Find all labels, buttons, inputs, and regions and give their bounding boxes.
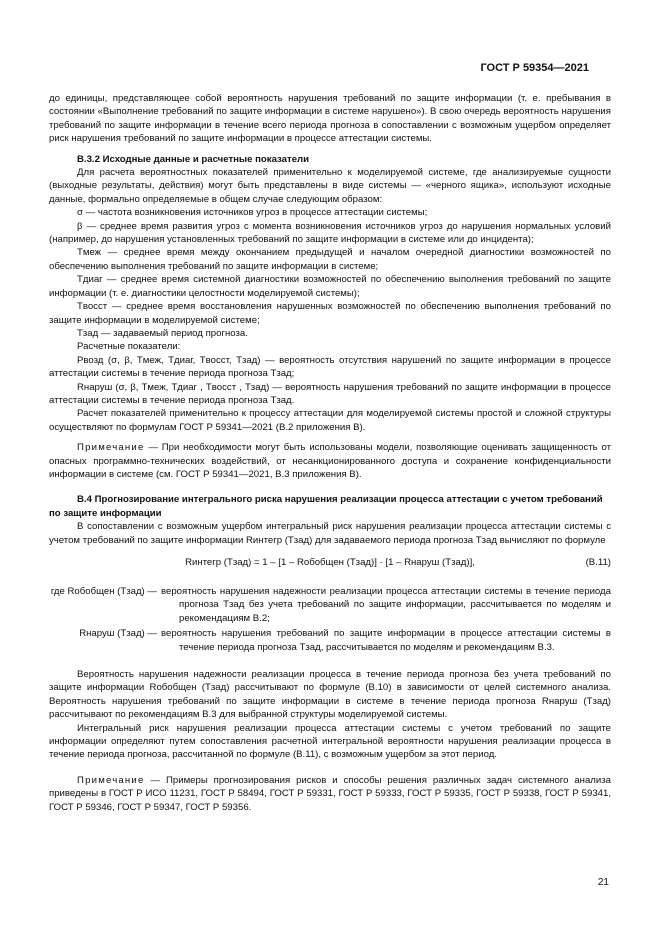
- note-label: Примечание: [77, 774, 145, 786]
- page-number: 21: [597, 877, 609, 888]
- input-item-sigma: σ — частота возникновения источников угроз в процессе аттестации системы;: [77, 207, 428, 219]
- input-item-tmezh: Tмеж — среднее время между окончанием предыдущей и началом очередной диагностики возможностей по обеспечению выполнения требований по защите информации в системе;: [49, 247, 611, 272]
- indicator-pvozd: Pвозд (σ, β, Tмеж, Tдиаг, Tвосст, Tзад) — вероятность отсутствия нарушений по защите информации в процессе аттестации системы в течение периода прогноза Tзад;: [49, 354, 611, 380]
- b4-paragraph-3: Интегральный риск нарушения реализации процесса аттестации системы с учетом требований по защите информации определяют путем сопоставления расчетной интегральной вероятности нарушения реализации процесса в течение периода прогноза, рассчитанной по формуле (В.11), с возможным ущербом за этот период.: [49, 722, 611, 761]
- note-b32: [49, 441, 611, 481]
- where-definitions: [49, 585, 611, 654]
- note-b4: [49, 774, 611, 814]
- definition-desc: вероятность нарушения надежности реализации процесса аттестации системы в течение периода прогноза Tзад без учета требований по защите информации, рассчитывается по моделям и рекомендациям В.2;: [161, 586, 611, 624]
- intro-paragraph: до единицы, представляющее собой вероятность нарушения требований по защите информации (т. е. пребывания в состоянии «Выполнение требований по защите информации в системе нарушено»). В свою очередь вероятность нарушения требований по защите информации в течение всего периода прогноза в сопоставлении с возможным ущербом определяет риск нарушения требований по защите информации в процессе аттестации системы.: [49, 93, 611, 145]
- indicators-label: Расчетные показатели:: [77, 341, 181, 353]
- b32-paragraph-1: Для расчета вероятностных показателей применительно к моделируемой системе, где анализируемые сущности (выходные результаты, действия) могут быть представлены в виде системы — «черного ящика», используют исходные данные, формально определяемые в общем случае следующим образом:: [49, 167, 611, 205]
- note-label: Примечание: [77, 442, 145, 454]
- formula-number: (В.11): [585, 557, 611, 568]
- b32-paragraph-2: Расчет показателей применительно к процессу аттестации для моделируемой системы простой и сложной структуры осуществляют по формулам ГОСТ Р 59341—2021 (В.2 приложения В).: [49, 408, 611, 433]
- input-item-tvosst: Tвосст — среднее время восстановления нарушенных возможностей по обеспечению выполнения требований по защите информации в моделируемой системе;: [49, 301, 611, 326]
- note-text: — При необходимости могут быть использованы модели, позволяющие оценивать защищенность от опасных программно-технических воздействий, от несанкционированного доступа и сохранение конфиденциальности информации в системе (см. ГОСТ Р 59341—2021, В.3 приложения В).: [49, 442, 611, 480]
- definition-row: [49, 627, 611, 654]
- definition-row: [49, 585, 611, 625]
- b4-paragraph-1: В сопоставлении с возможным ущербом интегральный риск нарушения реализации процесса аттестации системы с учетом требований по защите информации Rинтегр (Tзад) для задаваемого периода прогноза Tзад вычисляют по формуле: [49, 521, 611, 546]
- definition-desc: вероятность нарушения требований по защите информации в процессе аттестации системы в течение периода прогноза Tзад, рассчитывается по моделям и рекомендациям В.3.: [161, 628, 611, 653]
- section-heading-b32: В.3.2 Исходные данные и расчетные показатели: [77, 153, 310, 165]
- b4-paragraph-2: Вероятность нарушения надежности реализации процесса в течение периода прогноза без учета требований по защите информации Rобобщен (Tзад) рассчитывают по формуле (В.10) в зависимости от целей системного анализа. Вероятность нарушения требований по защите информации в системе в течение периода прогноза Rнаруш (Tзад) рассчитывают по рекомендациям В.3 для выбранной структуры моделируемой системы.: [49, 669, 611, 721]
- input-item-tdiag: Tдиаг — среднее время системной диагностики возможностей по обеспечению выполнения требований по защите информации (т. е. диагностики целостности моделируемой системы);: [49, 274, 611, 299]
- input-item-tzad: Tзад — задаваемый период прогноза.: [77, 327, 248, 339]
- formula-expression: Rинтегр (Tзад) = 1 – [1 – Rобобщен (Tзад)] · [1 – Rнаруш (Tзад)],: [185, 557, 475, 568]
- note-text: — Примеры прогнозирования рисков и способы решения различных задач системного анализа приведены в ГОСТ Р ИСО 11231, ГОСТ Р 58494, ГОСТ Р 59331, ГОСТ Р 59333, ГОСТ Р 59335, ГОСТ Р 59338, ГОСТ Р 59341, ГОСТ Р 59346, ГОСТ Р 59347, ГОСТ Р 59356.: [49, 774, 611, 813]
- definition-term: где Rобобщен (Tзад) —: [50, 586, 157, 597]
- definition-term: Rнаруш (Tзад) —: [79, 628, 157, 640]
- page-body: [49, 92, 611, 814]
- section-heading-b4: В.4 Прогнозирование интегрального риска нарушения реализации процесса аттестации с учетом требований по защите информации: [49, 494, 603, 519]
- input-item-beta: β — среднее время развития угроз с момента возникновения источников угроз до нарушения нормальных условий (например, до нарушения установленных требований по защите информации в системе или до инцидента);: [49, 220, 611, 246]
- formula-b11: [49, 556, 611, 576]
- indicator-rnarush: Rнаруш (σ, β, Tмеж, Tдиаг , Tвосст , Tзад) — вероятность нарушения требований по защите информации в процессе аттестации системы в течение периода прогноза Tзад.: [49, 381, 611, 406]
- document-id-header: ГОСТ Р 59354—2021: [480, 62, 589, 74]
